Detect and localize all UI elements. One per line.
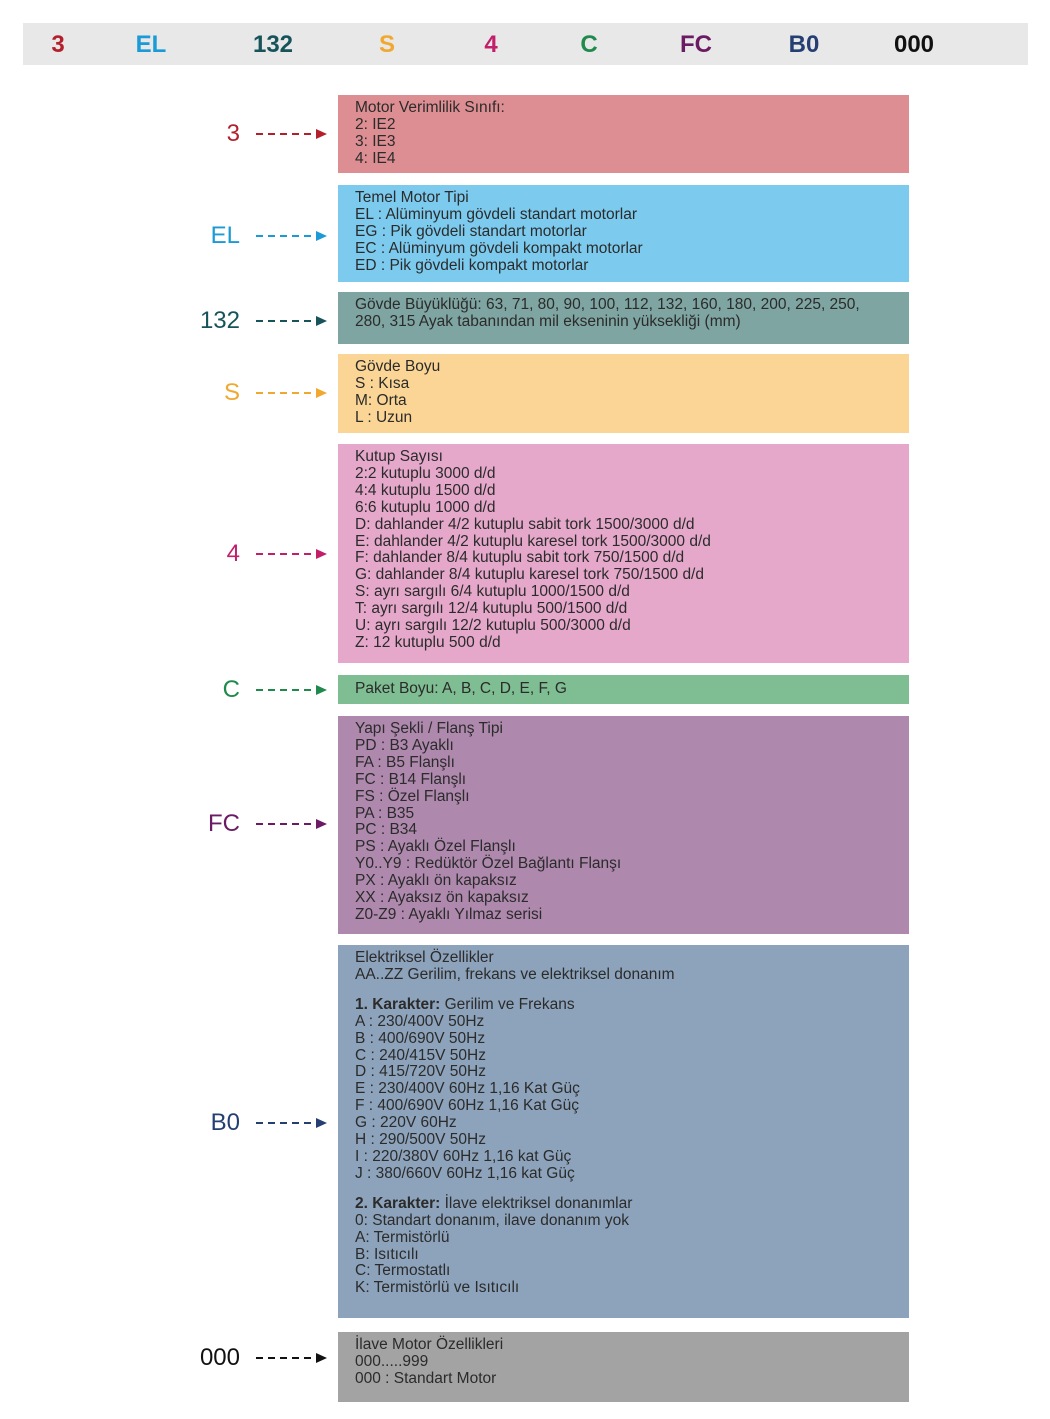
description-line: S : Kısa bbox=[355, 374, 410, 392]
description-line: EG : Pik gövdeli standart motorlar bbox=[355, 222, 587, 240]
description-line: I : 220/380V 60Hz 1,16 kat Güç bbox=[355, 1147, 572, 1165]
description-line: AA..ZZ Gerilim, frekans ve elektriksel donanım bbox=[355, 965, 675, 983]
description-line: B : 400/690V 50Hz bbox=[355, 1029, 486, 1047]
description-line: E: dahlander 4/2 kutuplu karesel tork 1500/3000 d/d bbox=[355, 532, 711, 550]
description-line: D: dahlander 4/2 kutuplu sabit tork 1500/3000 d/d bbox=[355, 515, 695, 533]
motor-type-code-label: EL bbox=[210, 222, 240, 249]
description-line: T: ayrı sargılı 12/4 kutuplu 500/1500 d/d bbox=[355, 600, 628, 618]
code-bar bbox=[23, 23, 1028, 65]
mounting-type-description-box bbox=[338, 716, 909, 934]
pole-count-description-box bbox=[338, 444, 909, 663]
description-line: 2. Karakter: İlave elektriksel donanımlar bbox=[355, 1194, 633, 1212]
description-line: FS : Özel Flanşlı bbox=[355, 787, 470, 805]
description-line: PC : B34 bbox=[355, 821, 418, 839]
additional-features-code-label: 000 bbox=[199, 1344, 240, 1371]
pole-count-code-label: 4 bbox=[226, 540, 240, 567]
dashed-arrow-icon bbox=[256, 315, 328, 327]
dashed-arrow-icon bbox=[256, 1117, 328, 1129]
description-line: A : 230/400V 50Hz bbox=[355, 1012, 485, 1030]
description-line: Yapı Şekli / Flanş Tipi bbox=[355, 720, 503, 737]
description-line: K: Termistörlü ve Isıtıcılı bbox=[355, 1279, 520, 1297]
description-line: 1. Karakter: Gerilim ve Frekans bbox=[355, 995, 575, 1013]
description-line: Temel Motor Tipi bbox=[355, 189, 469, 206]
description-line: 3: IE3 bbox=[355, 132, 396, 150]
description-line: F: dahlander 8/4 kutuplu sabit tork 750/1500 d/d bbox=[355, 549, 685, 567]
additional-features-description-box bbox=[338, 1332, 909, 1402]
efficiency-class-description-box bbox=[338, 95, 909, 173]
description-line: Kutup Sayısı bbox=[355, 448, 443, 465]
dashed-arrow-icon bbox=[256, 818, 328, 830]
description-line: G : 220V 60Hz bbox=[355, 1114, 457, 1132]
description-line: 280, 315 Ayak tabanından mil ekseninin yüksekliği (mm) bbox=[355, 312, 741, 330]
description-line: PD : B3 Ayaklı bbox=[355, 736, 454, 754]
frame-size-description-box bbox=[338, 292, 909, 344]
description-line: PS : Ayaklı Özel Flanşlı bbox=[355, 838, 516, 856]
code-segment-electrical: B0 bbox=[788, 31, 820, 58]
description-line: Gövde Boyu bbox=[355, 358, 441, 375]
description-line: EL : Alüminyum gövdeli standart motorlar bbox=[355, 205, 637, 223]
description-line: Gövde Büyüklüğü: 63, 71, 80, 90, 100, 112, 132, 160, 180, 200, 225, 250, bbox=[355, 296, 860, 313]
electrical-features-code-label: B0 bbox=[210, 1109, 240, 1136]
description-line: 000 : Standart Motor bbox=[355, 1369, 497, 1387]
description-line: ED : Pik gövdeli kompakt motorlar bbox=[355, 256, 589, 274]
description-line: Z0-Z9 : Ayaklı Yılmaz serisi bbox=[355, 905, 543, 923]
description-line: U: ayrı sargılı 12/2 kutuplu 500/3000 d/d bbox=[355, 617, 631, 635]
code-segment-efficiency: 3 bbox=[51, 31, 65, 58]
electrical-features-description-box bbox=[338, 945, 909, 1318]
description-line: PX : Ayaklı ön kapaksız bbox=[355, 872, 517, 890]
description-line: C : 240/415V 50Hz bbox=[355, 1046, 486, 1064]
frame-length-code-label: S bbox=[223, 379, 240, 406]
dashed-arrow-icon bbox=[256, 128, 328, 140]
description-line: F : 400/690V 60Hz 1,16 Kat Güç bbox=[355, 1097, 580, 1115]
description-line: 4: IE4 bbox=[355, 149, 396, 167]
description-line: G: dahlander 8/4 kutuplu karesel tork 750/1500 d/d bbox=[355, 566, 704, 584]
dashed-arrow-icon bbox=[256, 548, 328, 560]
description-line: EC : Alüminyum gövdeli kompakt motorlar bbox=[355, 239, 643, 257]
code-segment-mounting: FC bbox=[680, 31, 712, 58]
description-line: D : 415/720V 50Hz bbox=[355, 1063, 486, 1081]
code-segment-frame-length: S bbox=[378, 31, 396, 58]
description-line: 2: IE2 bbox=[355, 115, 396, 133]
description-line: S: ayrı sargılı 6/4 kutuplu 1000/1500 d/d bbox=[355, 583, 630, 601]
frame-length-description-box bbox=[338, 354, 909, 433]
description-line: FA : B5 Flanşlı bbox=[355, 753, 455, 771]
package-size-code-label: C bbox=[222, 676, 240, 703]
description-line: XX : Ayaksız ön kapaksız bbox=[355, 889, 529, 907]
dashed-arrow-icon bbox=[256, 684, 328, 696]
description-line: A: Termistörlü bbox=[355, 1228, 450, 1246]
description-line: C: Termostatlı bbox=[355, 1262, 451, 1280]
description-line: M: Orta bbox=[355, 391, 407, 409]
dashed-arrow-icon bbox=[256, 230, 328, 242]
description-line: B: Isıtıcılı bbox=[355, 1245, 419, 1263]
code-segment-motor-type: EL bbox=[135, 31, 167, 58]
description-line: İlave Motor Özellikleri bbox=[355, 1336, 504, 1353]
code-segment-poles: 4 bbox=[484, 31, 498, 58]
package-size-description-box bbox=[338, 675, 909, 704]
dashed-arrow-icon bbox=[256, 1352, 328, 1364]
description-line: L : Uzun bbox=[355, 408, 413, 426]
description-line: FC : B14 Flanşlı bbox=[355, 770, 467, 788]
description-line: 2:2 kutuplu 3000 d/d bbox=[355, 464, 496, 482]
description-line: Paket Boyu: A, B, C, D, E, F, G bbox=[355, 680, 567, 697]
description-line: H : 290/500V 50Hz bbox=[355, 1131, 486, 1149]
description-line: 6:6 kutuplu 1000 d/d bbox=[355, 498, 496, 516]
motor-type-description-box bbox=[338, 185, 909, 282]
mounting-type-code-label: FC bbox=[208, 810, 240, 837]
description-line: 0: Standart donanım, ilave donanım yok bbox=[355, 1211, 629, 1229]
description-line: J : 380/660V 60Hz 1,16 kat Güç bbox=[355, 1164, 575, 1182]
code-segment-package: C bbox=[580, 31, 598, 58]
frame-size-code-label: 132 bbox=[199, 307, 240, 334]
description-line: 4:4 kutuplu 1500 d/d bbox=[355, 481, 496, 499]
code-segment-additional: 000 bbox=[893, 31, 935, 58]
description-line: Elektriksel Özellikler bbox=[355, 949, 494, 966]
description-line: PA : B35 bbox=[355, 804, 415, 822]
description-line: Motor Verimlilik Sınıfı: bbox=[355, 99, 505, 116]
description-line: 000.....999 bbox=[355, 1352, 429, 1370]
efficiency-class-code-label: 3 bbox=[226, 120, 240, 147]
description-line: Y0..Y9 : Redüktör Özel Bağlantı Flanşı bbox=[355, 855, 622, 873]
description-line: E : 230/400V 60Hz 1,16 Kat Güç bbox=[355, 1080, 580, 1098]
code-segment-frame-size: 132 bbox=[252, 31, 294, 58]
description-line: Z: 12 kutuplu 500 d/d bbox=[355, 633, 501, 651]
dashed-arrow-icon bbox=[256, 387, 328, 399]
